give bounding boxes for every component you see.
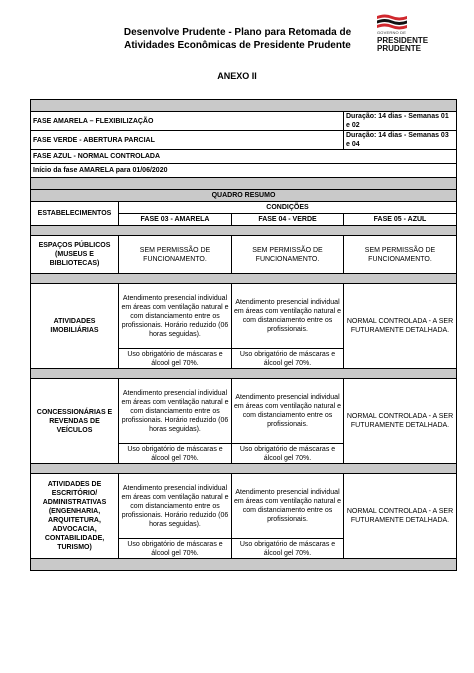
establishment-cell: ESPAÇOS PÚBLICOS (MUSEUS E BIBLIOTECAS) — [31, 236, 119, 274]
annex-title: ANEXO II — [217, 71, 257, 81]
title-line-1: Desenvolve Prudente - Plano para Retomada de — [123, 27, 352, 38]
phase5-cell: NORMAL CONTROLADA - A SER FUTURAMENTE DETALHADA. — [344, 284, 457, 369]
phase-name: FASE AZUL - NORMAL CONTROLADA — [31, 150, 457, 164]
phase4-header: FASE 04 - VERDE — [232, 214, 344, 226]
phase-duration: Duração: 14 dias - Semanas 03 e 04 — [344, 131, 457, 150]
logo-big-line-1: PRESIDENTE — [377, 36, 429, 45]
phase4-condition-cell: Atendimento presencial individual em áreas com ventilação natural e com distanciamento entre os profissionais. — [232, 379, 344, 444]
phase5-cell: SEM PERMISSÃO DE FUNCIONAMENTO. — [344, 236, 457, 274]
establishment-cell: ATIVIDADES DE ESCRITÓRIO/ ADMINISTRATIVAS (ENGENHARIA, ARQUITETURA, ADVOCACIA, CONTABILIDADE, TURISMO) — [31, 474, 119, 559]
establishment-cell: ATIVIDADES IMOBILIÁRIAS — [31, 284, 119, 369]
phase4-mask-cell: Uso obrigatório de máscaras e álcool gel 70%. — [232, 539, 344, 559]
logo-big-line-2: PRUDENTE — [377, 44, 422, 53]
phase-row — [31, 150, 457, 164]
logo-small-text: GOVERNO DE — [377, 30, 407, 35]
table-row — [31, 379, 457, 444]
phase3-condition-cell: Atendimento presencial individual em áreas com ventilação natural e com distanciamento entre os profissionais. Horário reduzido (06 horas seguidas). — [119, 379, 232, 444]
summary-title-row — [31, 190, 457, 202]
phase4-mask-cell: Uso obrigatório de máscaras e álcool gel 70%. — [232, 444, 344, 464]
conditions-header-row — [31, 202, 457, 214]
conditions-header: CONDIÇÕES — [119, 202, 457, 214]
establishments-header: ESTABELECIMENTOS — [31, 202, 119, 226]
top-spacer-row — [31, 100, 457, 112]
phase-name: FASE VERDE - ABERTURA PARCIAL — [31, 131, 344, 150]
phase3-header: FASE 03 - AMARELA — [119, 214, 232, 226]
start-note: Início da fase AMARELA para 01/06/2020 — [31, 164, 457, 178]
phases-table — [30, 99, 457, 571]
phase3-condition-cell: Atendimento presencial individual em áreas com ventilação natural e com distanciamento entre os profissionais. Horário reduzido (06 horas seguidas). — [119, 474, 232, 539]
spacer-row — [31, 274, 457, 284]
spacer-row — [31, 226, 457, 236]
phase5-cell: NORMAL CONTROLADA - A SER FUTURAMENTE DETALHADA. — [344, 379, 457, 464]
establishment-cell: CONCESSIONÁRIAS E REVENDAS DE VEÍCULOS — [31, 379, 119, 464]
logo-big-text — [377, 37, 437, 53]
phase4-condition-cell: Atendimento presencial individual em áreas com ventilação natural e com distanciamento entre os profissionais. — [232, 284, 344, 349]
city-logo — [373, 12, 433, 58]
title-line-2: Atividades Econômicas de Presidente Prudente — [124, 40, 351, 51]
table-row — [31, 284, 457, 349]
spacer-row — [31, 464, 457, 474]
phase4-condition-cell: Atendimento presencial individual em áreas com ventilação natural e com distanciamento entre os profissionais. — [232, 474, 344, 539]
phase-name: FASE AMARELA – FLEXIBILIZAÇÃO — [31, 112, 344, 131]
phase3-condition-cell: Atendimento presencial individual em áreas com ventilação natural e com distanciamento entre os profissionais. Horário reduzido (06 horas seguidas). — [119, 284, 232, 349]
flag-icon — [377, 14, 407, 30]
phase3-mask-cell: Uso obrigatório de máscaras e álcool gel 70%. — [119, 539, 232, 559]
phase5-header: FASE 05 - AZUL — [344, 214, 457, 226]
summary-title: QUADRO RESUMO — [31, 190, 457, 202]
start-note-row — [31, 164, 457, 178]
spacer-row — [31, 178, 457, 190]
table-row — [31, 474, 457, 539]
phase3-cell: SEM PERMISSÃO DE FUNCIONAMENTO. — [119, 236, 232, 274]
bottom-spacer-row — [31, 559, 457, 571]
document-title — [100, 26, 375, 52]
phase3-mask-cell: Uso obrigatório de máscaras e álcool gel 70%. — [119, 444, 232, 464]
phase-row — [31, 112, 457, 131]
phase-row — [31, 131, 457, 150]
spacer-row — [31, 369, 457, 379]
phase4-cell: SEM PERMISSÃO DE FUNCIONAMENTO. — [232, 236, 344, 274]
phase5-cell: NORMAL CONTROLADA - A SER FUTURAMENTE DETALHADA. — [344, 474, 457, 559]
phase3-mask-cell: Uso obrigatório de máscaras e álcool gel 70%. — [119, 349, 232, 369]
table-row — [31, 236, 457, 274]
phase4-mask-cell: Uso obrigatório de máscaras e álcool gel 70%. — [232, 349, 344, 369]
phase-duration: Duração: 14 dias - Semanas 01 e 02 — [344, 112, 457, 131]
